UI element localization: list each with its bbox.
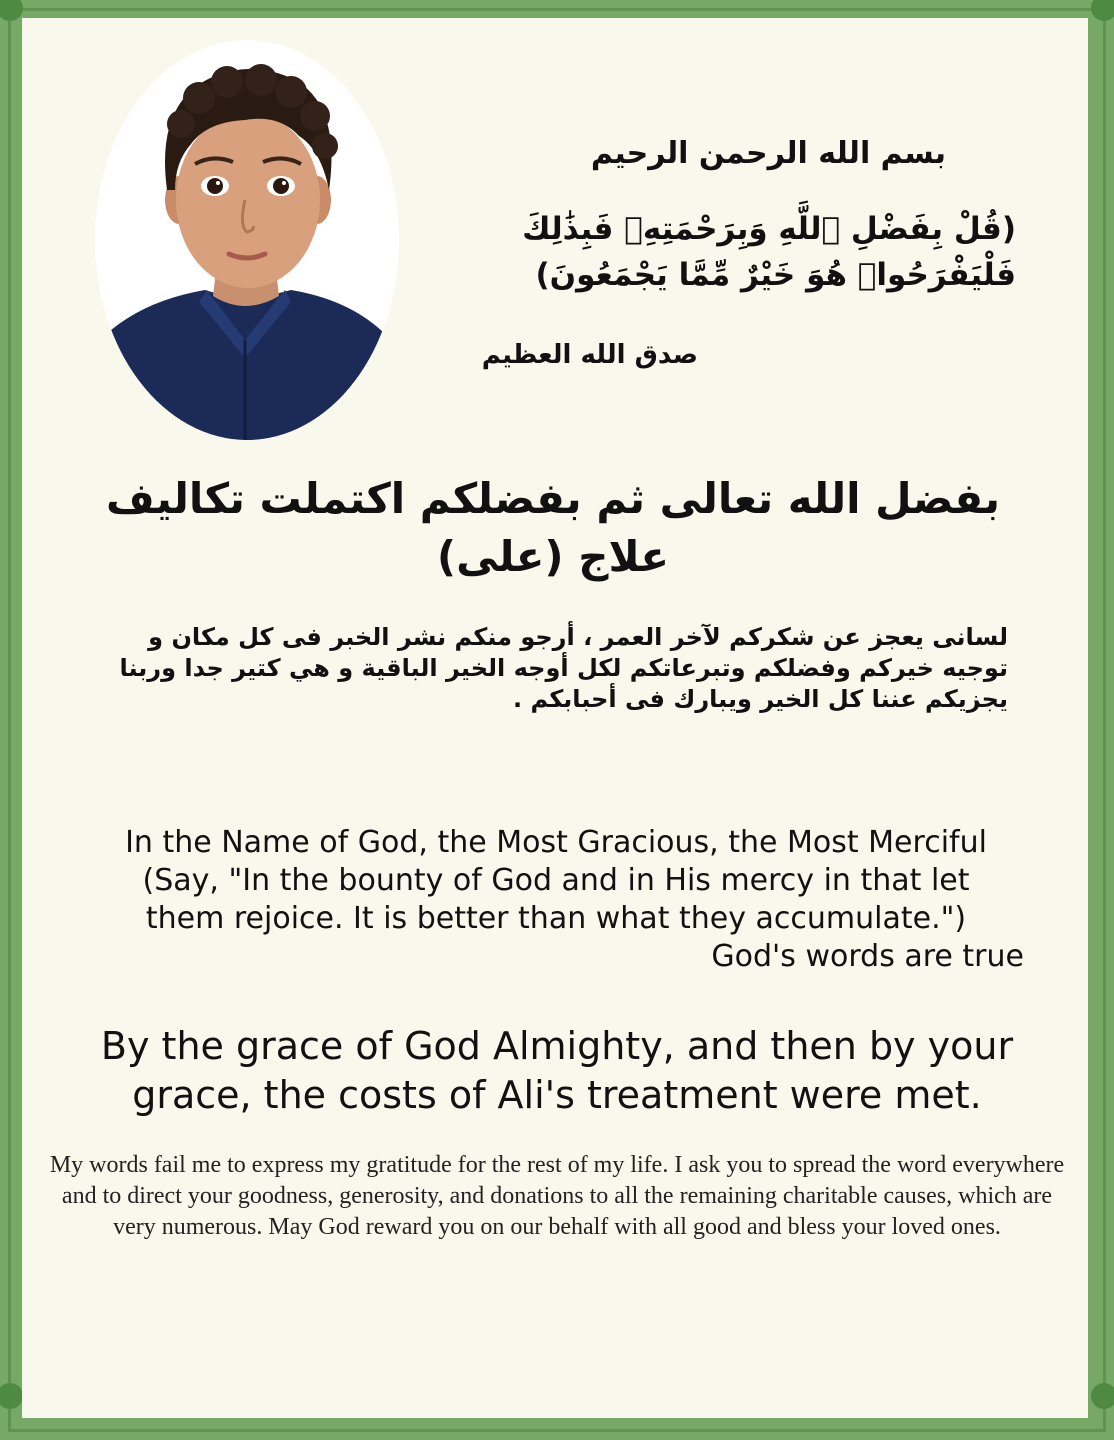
sadaq-allah: صدق الله العظيم xyxy=(481,340,698,370)
corner-dot-bottom-right xyxy=(1091,1383,1114,1409)
translation-line-3: them rejoice. It is better than what they accumulate.") xyxy=(145,901,967,936)
basmala: بسم الله الرحمن الرحيم xyxy=(590,136,946,171)
english-translation xyxy=(88,824,1024,976)
english-body: My words fail me to express my gratitude for the rest of my life. I ask you to spread the word everywhere and to direct your goodness, generosity, and donations to all the remaining charitable causes, which are very numerous. May God reward you on our behalf with all good and bless your loved ones. xyxy=(49,1152,1065,1240)
quran-verse: (قُلْ بِفَضْلِ ٱللَّهِ وَبِرَحْمَتِهِۦ فَبِذَٰلِكَ فَلْيَفْرَحُوا۟ هُوَ خَيْرٌ مِّمَّا يَجْمَعُونَ) xyxy=(522,211,1016,293)
arabic-body: لسانى يعجز عن شكركم لآخر العمر ، أرجو منكم نشر الخبر فى كل مكان و توجيه خيركم وفضلكم وتبرعاتكم لكل أوجه الخير الباقية و هي كتير جدا وربنا يجزيكم عننا كل الخير ويبارك فى أحبابكم . xyxy=(119,623,1008,713)
child-photo xyxy=(95,40,399,440)
english-heading: By the grace of God Almighty, and then by your grace, the costs of Ali's treatment were met. xyxy=(100,1024,1014,1117)
arabic-heading: بفضل الله تعالى ثم بفضلكم اكتملت تكاليف علاج (على) xyxy=(105,474,1001,581)
translation-line-4: God's words are true xyxy=(711,939,1024,974)
child-photo-image xyxy=(95,40,399,440)
translation-line-1: In the Name of God, the Most Gracious, the Most Merciful xyxy=(125,825,987,860)
translation-line-2: (Say, "In the bounty of God and in His mercy in that let xyxy=(142,863,970,898)
